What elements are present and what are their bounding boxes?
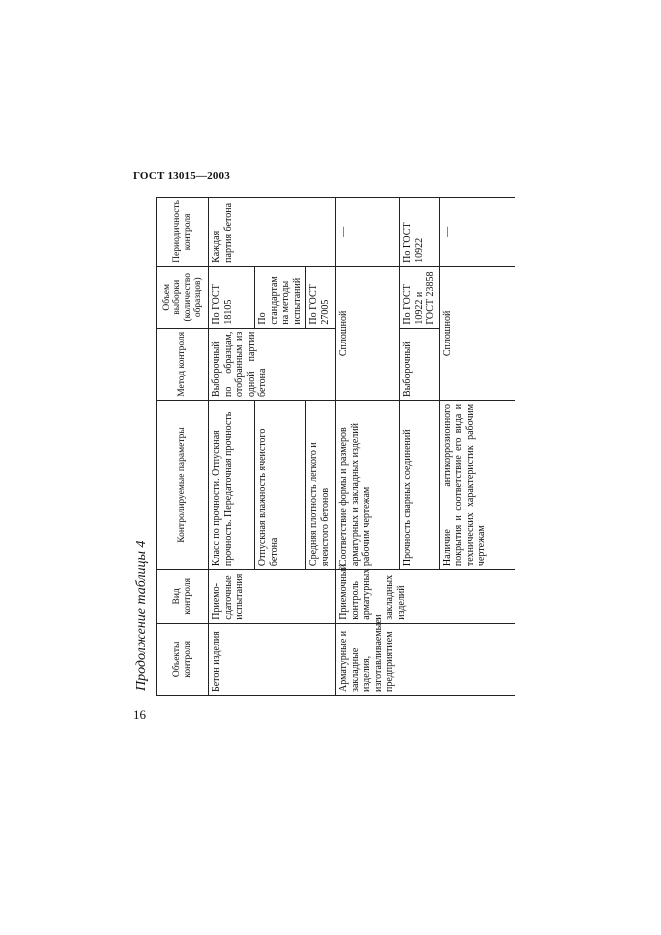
cell-rebar-period-3: — — [439, 198, 515, 267]
cell-concrete-param-3: Средняя плотность легкого и ячеистого бетонов — [306, 400, 336, 569]
cell-rebar-period-2: По ГОСТ 10922 — [400, 198, 440, 267]
cell-concrete-volume-2: По стандартам на методы испытаний — [255, 266, 306, 328]
header-params: Контролируемые параметры — [157, 400, 209, 569]
cell-rebar-method-3: Сплошной — [439, 266, 515, 400]
cell-concrete-param-1: Класс по прочности. Отпускная прочность. Передаточная прочность — [209, 400, 255, 569]
table-header-row — [157, 198, 209, 696]
cell-rebar-period-1: — — [336, 198, 400, 267]
cell-rebar-param-2: Прочность сварных соединений — [400, 400, 440, 569]
header-objects: Объекты контроля — [157, 623, 209, 695]
header-type: Вид контроля — [157, 570, 209, 624]
cell-rebar-type: Приемочный контроль арматурных и закладных изделий — [336, 570, 516, 624]
table-container — [156, 197, 515, 696]
cell-rebar-method-2: Выборочный — [400, 328, 440, 400]
cell-concrete-param-2: Отпускная влажность ячеистого бетона — [255, 400, 306, 569]
cell-concrete-type: Приемо-сдаточные испытания — [209, 570, 336, 624]
table-row — [336, 198, 400, 696]
cell-rebar-param-1: Соответствие формы и размеров арматурных и закладных изделий рабочим чертежам — [336, 400, 400, 569]
cell-concrete-period: Каждая партия бетона — [209, 198, 336, 267]
rotated-table — [156, 197, 515, 696]
control-table — [156, 197, 515, 696]
cell-rebar-param-3: Наличие антикоррозионного покрытия и соответствие его вида и технических характеристик рабочим чертежам — [439, 400, 515, 569]
table-row — [209, 198, 255, 696]
page-number: 16 — [133, 707, 146, 722]
cell-concrete-object: Бетон изделия — [209, 623, 336, 695]
cell-concrete-method: Выборочный по образцам, отобранным из одной партии бетона — [209, 328, 336, 400]
header-volume: Объем выборки (количество образцов) — [157, 266, 209, 328]
cell-rebar-object: Арматурные и закладные изделия, изготавливаемые предприятием — [336, 623, 516, 695]
cell-rebar-volume-2: По ГОСТ 10922 и ГОСТ 23858 — [400, 266, 440, 328]
table-continuation-title: Продолжение таблицы 4 — [134, 540, 149, 691]
header-period: Периодичность контроля — [157, 198, 209, 267]
cell-concrete-volume-3: По ГОСТ 27005 — [306, 266, 336, 328]
cell-rebar-method-1: Сплошной — [336, 266, 400, 400]
document-header: ГОСТ 13015—2003 — [133, 170, 230, 182]
cell-concrete-volume-1: По ГОСТ 18105 — [209, 266, 255, 328]
header-method: Метод контроля — [157, 328, 209, 400]
